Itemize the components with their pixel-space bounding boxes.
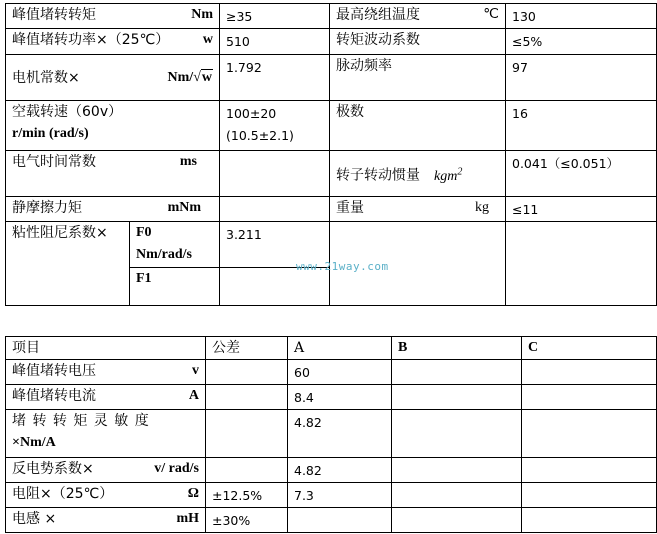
row-tolerance [206,410,288,458]
watermark: www.21way.com [296,260,389,273]
spec-value: 130 [506,4,657,29]
spec-label: 粘性阻尼系数× [6,222,130,306]
row-tolerance [206,360,288,385]
table-row [6,29,657,55]
spec-value: 0.041（≤0.051） [506,151,657,197]
row-b [392,508,522,533]
row-a: 8.4 [288,385,392,410]
spec-label: 电机常数× Nm/√w [6,55,220,101]
row-a [288,508,392,533]
row-c [522,385,657,410]
spec-value: 1.792 [220,55,330,101]
spec-value: ≥35 [220,4,330,29]
row-c [522,458,657,483]
spec-label: 重量 kg [330,197,506,222]
inertia-unit: kgm$^2$ [434,166,463,184]
spec-label: 静摩擦力矩 mNm [6,197,220,222]
row-label: 电感 × mH [6,508,206,533]
row-label: 电阻×（25℃） Ω [6,483,206,508]
table-header-row [6,337,657,360]
empty-cell [220,268,330,306]
spec-label: 电气时间常数 ms [6,151,220,197]
spec-label: 转矩波动系数 [330,29,506,55]
row-a: 60 [288,360,392,385]
table-row [6,385,657,410]
empty-cell [506,222,657,306]
row-label: 反电势系数× v/ rad/s [6,458,206,483]
row-b [392,458,522,483]
table-row [6,151,657,197]
tolerance-table [5,336,657,533]
row-a: 4.82 [288,458,392,483]
table-row [6,458,657,483]
row-b [392,483,522,508]
spec-label: 极数 [330,101,506,151]
damping-f0-label: F0 Nm/rad/s [130,222,220,268]
spec-value: 16 [506,101,657,151]
header-tolerance: 公差 [206,337,288,360]
table-row [6,360,657,385]
spec-value [220,151,330,197]
header-a: A [288,337,392,360]
row-b [392,410,522,458]
row-b [392,385,522,410]
row-tolerance: ±30% [206,508,288,533]
row-label: 峰值堵转电压 v [6,360,206,385]
spec-label: 脉动频率 [330,55,506,101]
spec-value: 100±20 (10.5±2.1) [220,101,330,151]
row-tolerance [206,385,288,410]
spec-value: 510 [220,29,330,55]
table-row [6,4,657,29]
table-row [6,197,657,222]
row-c [522,410,657,458]
spec-value: ≤5% [506,29,657,55]
spec-label: 空载转速（60v） r/min (rad/s) [6,101,220,151]
row-a: 4.82 [288,410,392,458]
spec-value: ≤11 [506,197,657,222]
row-c [522,483,657,508]
header-item: 项目 [6,337,206,360]
header-b: B [392,337,522,360]
row-label: 峰值堵转电流 A [6,385,206,410]
row-tolerance [206,458,288,483]
row-tolerance: ±12.5% [206,483,288,508]
row-b [392,360,522,385]
table-row [6,483,657,508]
row-label: 堵 转 转 矩 灵 敏 度 ×Nm/A [6,410,206,458]
header-c: C [522,337,657,360]
table-row [6,508,657,533]
table-row [6,410,657,458]
table-row [6,101,657,151]
sqrt-symbol: √w [193,70,212,85]
spec-value: 3.211 [220,222,330,268]
spec-label: 峰值堵转转矩 Nm [6,4,220,29]
row-a: 7.3 [288,483,392,508]
spec-label: 最高绕组温度 ℃ [330,4,506,29]
row-c [522,360,657,385]
spec-value [220,197,330,222]
damping-f1-label: F1 [130,268,220,306]
spec-label: 峰值堵转功率×（25℃） w [6,29,220,55]
table-row [6,55,657,101]
spec-value: 97 [506,55,657,101]
row-c [522,508,657,533]
spec-label: 转子转动惯量 kgm$^2$ [330,151,506,197]
